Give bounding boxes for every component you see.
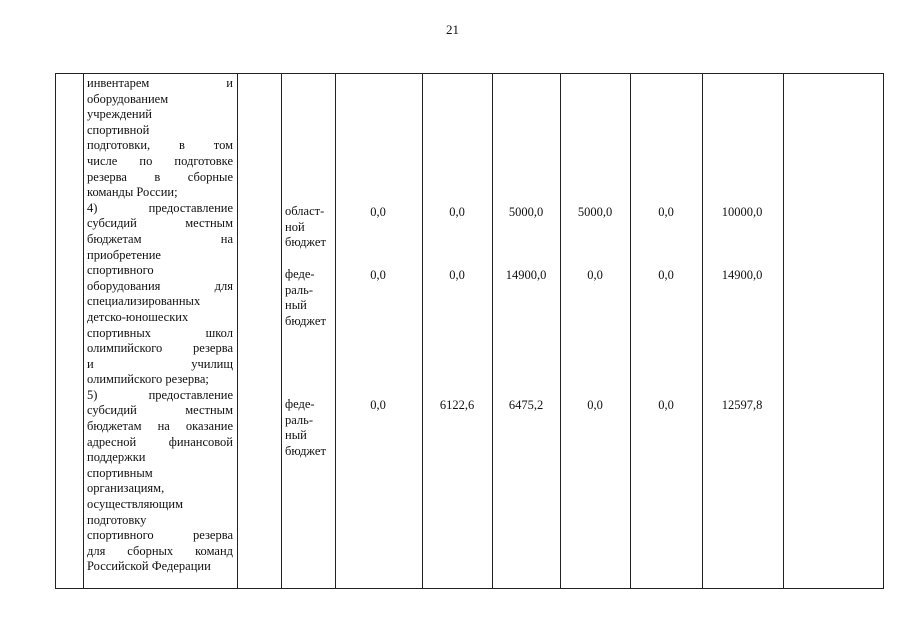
page-number: 21 [446, 22, 459, 37]
column-divider [702, 74, 703, 588]
value-cell: 0,0 [370, 268, 386, 282]
description-line: бюджетам на оказание [87, 419, 233, 434]
value-cell: 0,0 [449, 205, 465, 219]
description-line: оборудованием [87, 91, 169, 106]
value-cell: 0,0 [449, 268, 465, 282]
column-divider [783, 74, 784, 588]
description-line: поддержки [87, 450, 146, 465]
column-divider [237, 74, 238, 588]
value-cell: 12597,8 [721, 398, 763, 412]
funding-source-line: бюджет [285, 235, 326, 250]
value-cell: 0,0 [587, 398, 603, 412]
description-line: подготовку [87, 512, 147, 527]
value-cell: 0,0 [658, 205, 674, 219]
column-divider [83, 74, 84, 588]
description-line: 5) предоставление [87, 387, 233, 402]
description-line: оборудования для [87, 278, 233, 293]
description-line: для сборных команд [87, 543, 233, 558]
description-line: приобретение [87, 247, 161, 262]
funding-source-line: бюджет [285, 313, 326, 328]
column-divider [281, 74, 282, 588]
description-line: и училищ [87, 356, 233, 371]
description-line: детско-юношеских [87, 309, 189, 324]
funding-source [285, 397, 335, 459]
value-cell: 10000,0 [721, 205, 763, 219]
description-line: организациям, [87, 481, 165, 496]
description-line: олимпийского резерва; [87, 372, 209, 387]
description-line: спортивным [87, 465, 153, 480]
measure-description [87, 76, 233, 575]
value-cell: 6122,6 [439, 398, 475, 412]
value-cell: 0,0 [658, 398, 674, 412]
value-cell: 0,0 [587, 268, 603, 282]
description-line: учреждений [87, 107, 152, 122]
funding-source [285, 267, 335, 329]
description-line: бюджетам на [87, 231, 233, 246]
value-cell: 6475,2 [508, 398, 544, 412]
budget-table [55, 73, 884, 589]
funding-source [285, 204, 335, 251]
column-divider [630, 74, 631, 588]
value-cell: 0,0 [370, 205, 386, 219]
description-line: инвентарем и [87, 76, 233, 90]
column-divider [492, 74, 493, 588]
value-cell: 5000,0 [577, 205, 613, 219]
description-line: спортивного резерва [87, 528, 233, 543]
funding-source-line: раль- [285, 412, 314, 427]
description-line: осуществляющим [87, 497, 183, 512]
funding-source-line: раль- [285, 282, 314, 297]
column-divider [335, 74, 336, 588]
value-cell: 0,0 [370, 398, 386, 412]
funding-source-line: ный [285, 298, 307, 313]
value-cell: 14900,0 [721, 268, 763, 282]
description-line: адресной финансовой [87, 434, 233, 449]
value-cell: 5000,0 [508, 205, 544, 219]
description-line: олимпийского резерва [87, 341, 233, 356]
column-divider [560, 74, 561, 588]
funding-source-line: област- [285, 204, 325, 218]
description-line: числе по подготовке [87, 153, 233, 168]
description-line: специализированных [87, 294, 201, 309]
description-line: подготовки, в том [87, 138, 233, 153]
description-line: спортивного [87, 263, 154, 278]
description-line: команды России; [87, 185, 178, 200]
description-line: субсидий местным [87, 403, 233, 418]
description-line: резерва в сборные [87, 169, 233, 184]
value-cell: 0,0 [658, 268, 674, 282]
description-line: 4) предоставление [87, 200, 233, 215]
funding-source-line: феде- [285, 267, 315, 281]
funding-source-line: феде- [285, 397, 315, 411]
description-line: спортивной [87, 122, 150, 137]
column-divider [422, 74, 423, 588]
value-cell: 14900,0 [505, 268, 547, 282]
funding-source-line: ной [285, 219, 305, 234]
description-line: субсидий местным [87, 216, 233, 231]
funding-source-line: ный [285, 428, 307, 443]
funding-source-line: бюджет [285, 443, 326, 458]
description-line: Российской Федерации [87, 559, 211, 574]
description-line: спортивных школ [87, 325, 233, 340]
